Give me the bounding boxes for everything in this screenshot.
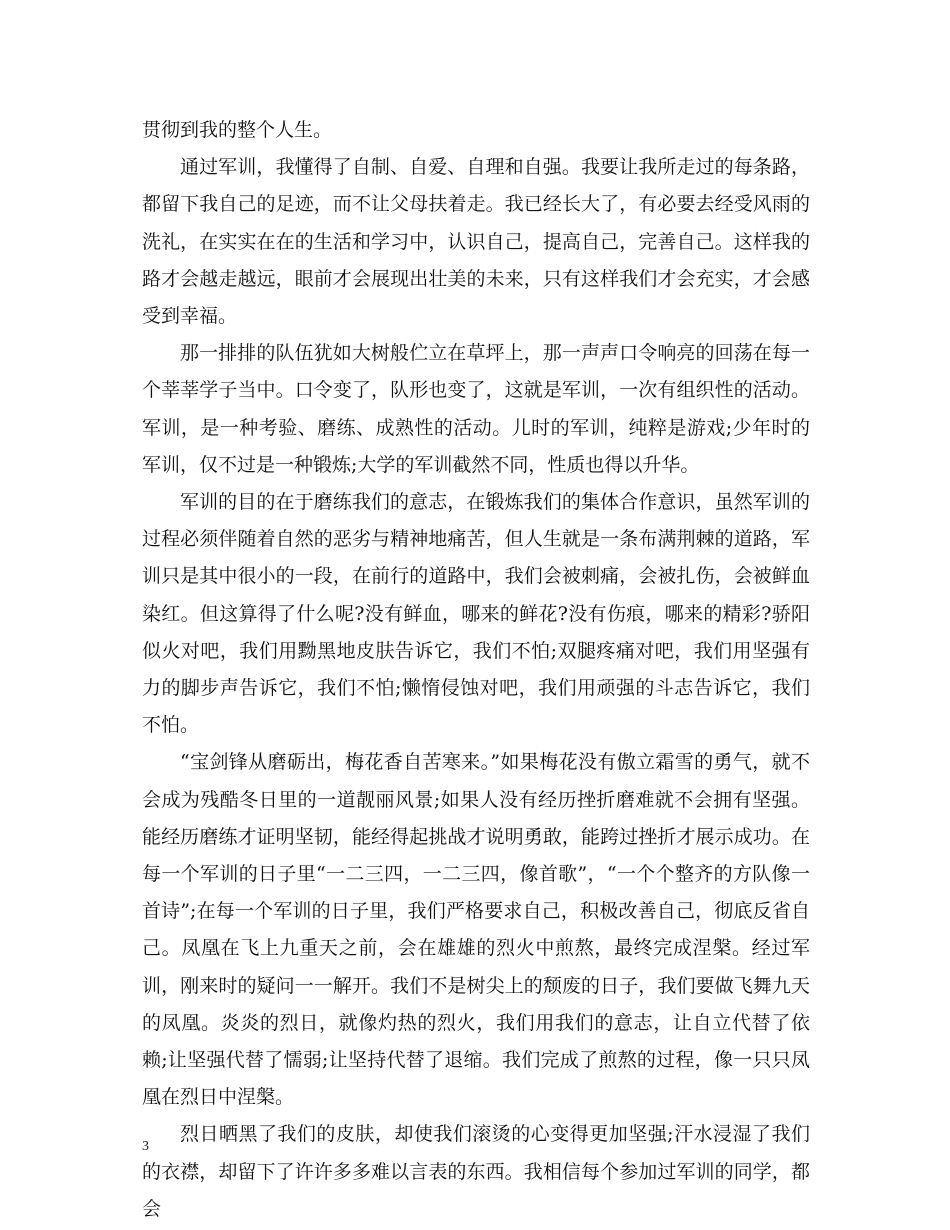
paragraph: “宝剑锋从磨砺出，梅花香自苦寒来。”如果梅花没有傲立霜雪的勇气，就不会成为残酷冬日里的一道靓丽风景;如果人没有经历挫折磨难就不会拥有坚强。能经历磨练才证明坚韧，能经得起挑战才说明勇敢，能跨过挫折才展示成功。在每一个军训的日子里“一二三四，一二三四，像首歌”，“一个个整齐的方队像一首诗”;在每一个军训的日子里，我们严格要求自己，积极改善自己，彻底反省自己。凤凰在飞上九重天之前，会在雄雄的烈火中煎熬，最终完成涅槃。经过军训，刚来时的疑问一一解开。我们不是树尖上的颓废的日子，我们要做飞舞九天的凤凰。炎炎的烈日，就像灼热的烈火，我们用我们的意志，让自立代替了依赖;让坚强代替了懦弱;让坚持代替了退缩。我们完成了煎熬的过程，像一只只凤凰在烈日中涅槃。 xyxy=(142,751,810,1109)
paragraph-continuation: 贯彻到我的整个人生。 xyxy=(142,119,333,141)
paragraph: 通过军训，我懂得了自制、自爱、自理和自强。我要让我所走过的每条路，都留下我自己的足迹，而不让父母扶着走。我已经长大了，有必要去经受风雨的洗礼，在实实在在的生活和学习中，认识自己，提高自己，完善自己。这样我的路才会越走越远，眼前才会展现出壮美的未来，只有这样我们才会充实，才会感受到幸福。 xyxy=(142,156,810,328)
paragraph: 那一排排的队伍犹如大树般伫立在草坪上，那一声声口令响亮的回荡在每一个莘莘学子当中。口令变了，队形也变了，这就是军训，一次有组织性的活动。军训，是一种考验、磨练、成熟性的活动。儿时的军训，纯粹是游戏;少年时的军训，仅不过是一种锻炼;大学的军训截然不同，性质也得以升华。 xyxy=(142,342,810,476)
paragraph: 军训的目的在于磨练我们的意志，在锻炼我们的集体合作意识，虽然军训的过程必须伴随着自然的恶劣与精神地痛苦，但人生就是一条布满荆棘的道路，军训只是其中很小的一段，在前行的道路中，我们会被刺痛，会被扎伤，会被鲜血染红。但这算得了什么呢?没有鲜血，哪来的鲜花?没有伤痕，哪来的精彩?骄阳似火对吧，我们用黝黑地皮肤告诉它，我们不怕;双腿疼痛对吧，我们用坚强有力的脚步声告诉它，我们不怕;懒惰侵蚀对吧，我们用顽强的斗志告诉它，我们不怕。 xyxy=(142,491,810,737)
page-number: 3 xyxy=(142,1139,149,1154)
paragraph: 烈日晒黑了我们的皮肤，却使我们滚烫的心变得更加坚强;汗水浸湿了我们的衣襟，却留下了许许多多难以言表的东西。我相信每个参加过军训的同学，都会 xyxy=(142,1123,810,1220)
body-text xyxy=(142,112,810,1228)
